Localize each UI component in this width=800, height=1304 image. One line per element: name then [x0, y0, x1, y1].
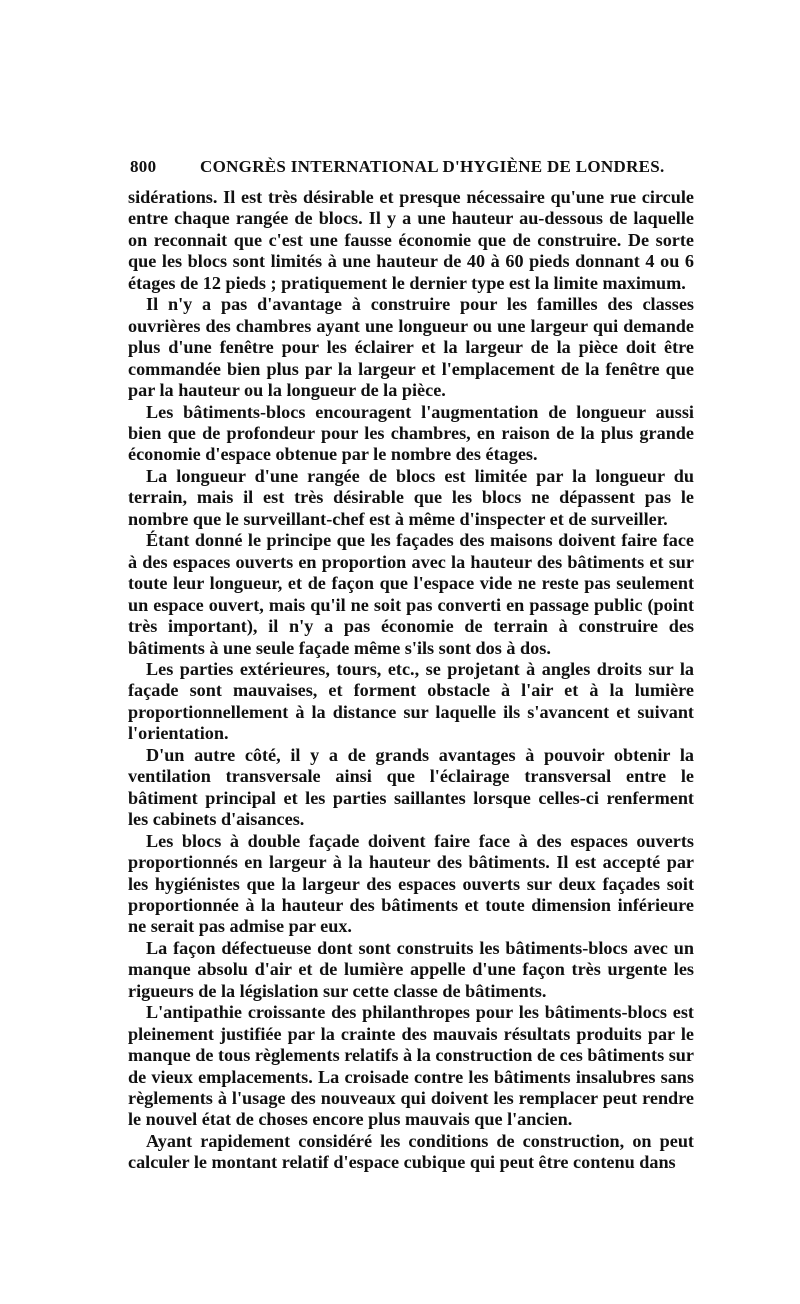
paragraph: Ayant rapidement considéré les conditions de construction, on peut calculer le montant relatif d'espace cubique qui peut être contenu dans [128, 1130, 694, 1173]
paragraph: L'antipathie croissante des philanthropes pour les bâtiments-blocs est pleinement justifiée par la crainte des mauvais résultats produits par le manque de tous règlements relatifs à la construction de ces bâtiments sur de vieux emplacements. La croisade contre les bâtiments insalubres sans règlements à l'usage des nouveaux qui doivent les remplacer peut rendre le nouvel état de choses encore plus mauvais que l'ancien. [128, 1002, 694, 1130]
paragraph: D'un autre côté, il y a de grands avantages à pouvoir obtenir la ventilation transversale ainsi que l'éclairage transversal entre le bâtiment principal et les parties saillantes lorsque celles-ci renferment les cabinets d'aisances. [128, 744, 694, 830]
running-header [130, 157, 695, 177]
paragraph: La façon défectueuse dont sont construits les bâtiments-blocs avec un manque absolu d'air et de lumière appelle d'une façon très urgente les rigueurs de la législation sur cette classe de bâtiments. [128, 937, 694, 1001]
body-text [128, 187, 694, 1174]
paragraph: Les bâtiments-blocs encouragent l'augmentation de longueur aussi bien que de profondeur pour les chambres, en raison de la plus grande économie d'espace obtenue par le nombre des étages. [128, 401, 694, 465]
paragraph: La longueur d'une rangée de blocs est limitée par la longueur du terrain, mais il est très désirable que les blocs ne dépassent pas le nombre que le surveillant-chef est à même d'inspecter et de surveiller. [128, 465, 694, 529]
paragraph: Il n'y a pas d'avantage à construire pour les familles des classes ouvrières des chambres ayant une longueur ou une largeur qui demande plus d'une fenêtre pour les éclairer et la largeur de la pièce doit être commandée bien plus par la largeur et l'emplacement de la fenêtre que par la hauteur ou la longueur de la pièce. [128, 294, 694, 401]
paragraph: Les parties extérieures, tours, etc., se projetant à angles droits sur la façade sont mauvaises, et forment obstacle à l'air et à la lumière proportionnellement à la distance sur laquelle ils s'avancent et suivant l'orientation. [128, 658, 694, 744]
paragraph: Les blocs à double façade doivent faire face à des espaces ouverts proportionnés en largeur à la hauteur des bâtiments. Il est accepté par les hygiénistes que la largeur des espaces ouverts sur deux façades soit proportionnée à la hauteur des bâtiments et toute dimension inférieure ne serait pas admise par eux. [128, 830, 694, 937]
paragraph: Étant donné le principe que les façades des maisons doivent faire face à des espaces ouverts en proportion avec la hauteur des bâtiments et sur toute leur longueur, et de façon que l'espace vide ne reste pas seulement un espace ouvert, mais qu'il ne soit pas converti en passage public (point très important), il n'y a pas économie de terrain à construire des bâtiments à une seule façade même s'ils sont dos à dos. [128, 530, 694, 658]
paragraph-continued: sidérations. Il est très désirable et presque nécessaire qu'une rue circule entre chaque rangée de blocs. Il y a une hauteur au-dessous de laquelle on reconnait que c'est une fausse économie que de construire. De sorte que les blocs sont limités à une hauteur de 40 à 60 pieds donnant 4 ou 6 étages de 12 pieds ; pratiquement le dernier type est la limite maximum. [128, 187, 694, 293]
running-title: CONGRÈS INTERNATIONAL D'HYGIÈNE DE LONDRES. [200, 157, 665, 176]
page-number: 800 [130, 157, 157, 176]
